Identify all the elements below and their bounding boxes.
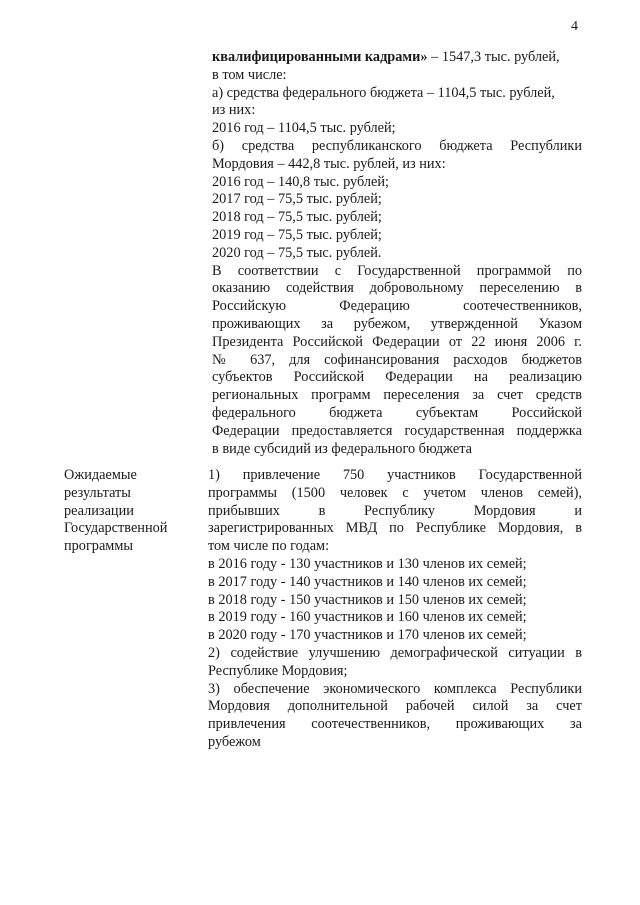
funding-line: в том числе: xyxy=(212,66,287,83)
results-line: 1) привлечение 750 участников Государственной xyxy=(208,467,582,483)
funding-section xyxy=(212,49,582,458)
results-line: в 2020 году - 170 участников и 170 членов их семей; xyxy=(208,627,527,644)
results-line: зарегистрированных МВД по Республике Мордовия, в xyxy=(208,520,582,537)
results-line: 3) обеспечение экономического комплекса Республики xyxy=(208,680,582,697)
funding-heading-line xyxy=(212,49,582,67)
funding-line: а) средства федерального бюджета – 1104,5 тыс. рублей, xyxy=(212,84,555,101)
results-line: Мордовия дополнительной рабочей силой за счет xyxy=(208,698,582,715)
results-label xyxy=(64,467,199,556)
funding-line: в виде субсидий из федерального бюджета xyxy=(212,440,472,457)
funding-line: оказанию содействия добровольному переселению в xyxy=(212,280,582,297)
results-label-line: Государственной xyxy=(64,520,168,537)
funding-line: Федерации предоставляется государственная поддержка xyxy=(212,422,582,439)
funding-line: из них: xyxy=(212,102,256,119)
funding-line: 2019 год – 75,5 тыс. рублей; xyxy=(212,226,382,243)
funding-line: федерального бюджета субъектам Российской xyxy=(212,404,582,421)
funding-line: Мордовия – 442,8 тыс. рублей, из них: xyxy=(212,155,446,172)
expected-results-section xyxy=(208,467,582,752)
results-label-line: программы xyxy=(64,538,134,555)
funding-line: проживающих за рубежом, утвержденной Указом xyxy=(212,315,582,332)
funding-heading-bold: квалифицированными кадрами» xyxy=(212,49,428,65)
results-line: рубежом xyxy=(208,733,261,750)
funding-line: 2017 год – 75,5 тыс. рублей; xyxy=(212,191,382,208)
funding-line: Российскую Федерацию соотечественников, xyxy=(212,298,582,315)
results-line: в 2017 году - 140 участников и 140 членов их семей; xyxy=(208,573,527,590)
funding-line: Президента Российской Федерации от 22 июня 2006 г. xyxy=(212,333,582,350)
results-label-line: результаты xyxy=(64,484,131,501)
funding-line: региональных программ переселения за счет средств xyxy=(212,387,582,404)
funding-line: 2016 год – 140,8 тыс. рублей; xyxy=(212,173,390,190)
results-line: в 2016 году - 130 участников и 130 членов их семей; xyxy=(208,555,527,572)
funding-line: 2016 год – 1104,5 тыс. рублей; xyxy=(212,120,396,137)
results-line: прибывших в Республику Мордовия и xyxy=(208,502,582,519)
results-line: в 2019 году - 160 участников и 160 членов их семей; xyxy=(208,609,527,626)
funding-heading-rest: – 1547,3 тыс. рублей, xyxy=(427,49,560,65)
results-line: в 2018 году - 150 участников и 150 членов их семей; xyxy=(208,591,527,608)
results-label-line: реализации xyxy=(64,502,134,519)
page-number: 4 xyxy=(571,19,578,34)
results-label-line: Ожидаемые xyxy=(64,467,137,483)
funding-line: субъектов Российской Федерации на реализацию xyxy=(212,369,582,386)
funding-line: № 637, для софинансирования расходов бюджетов xyxy=(212,351,582,368)
results-line: том числе по годам: xyxy=(208,538,330,555)
funding-line: 2018 год – 75,5 тыс. рублей; xyxy=(212,209,382,226)
results-line: программы (1500 человек с учетом членов семей), xyxy=(208,484,582,501)
funding-line: В соответствии с Государственной программой по xyxy=(212,262,582,279)
results-line: Республике Мордовия; xyxy=(208,662,348,679)
results-line: 2) содействие улучшению демографической ситуации в xyxy=(208,644,582,661)
results-line: привлечения соотечественников, проживающих за xyxy=(208,716,582,733)
funding-line: б) средства республиканского бюджета Республики xyxy=(212,137,582,154)
funding-line: 2020 год – 75,5 тыс. рублей. xyxy=(212,244,382,261)
